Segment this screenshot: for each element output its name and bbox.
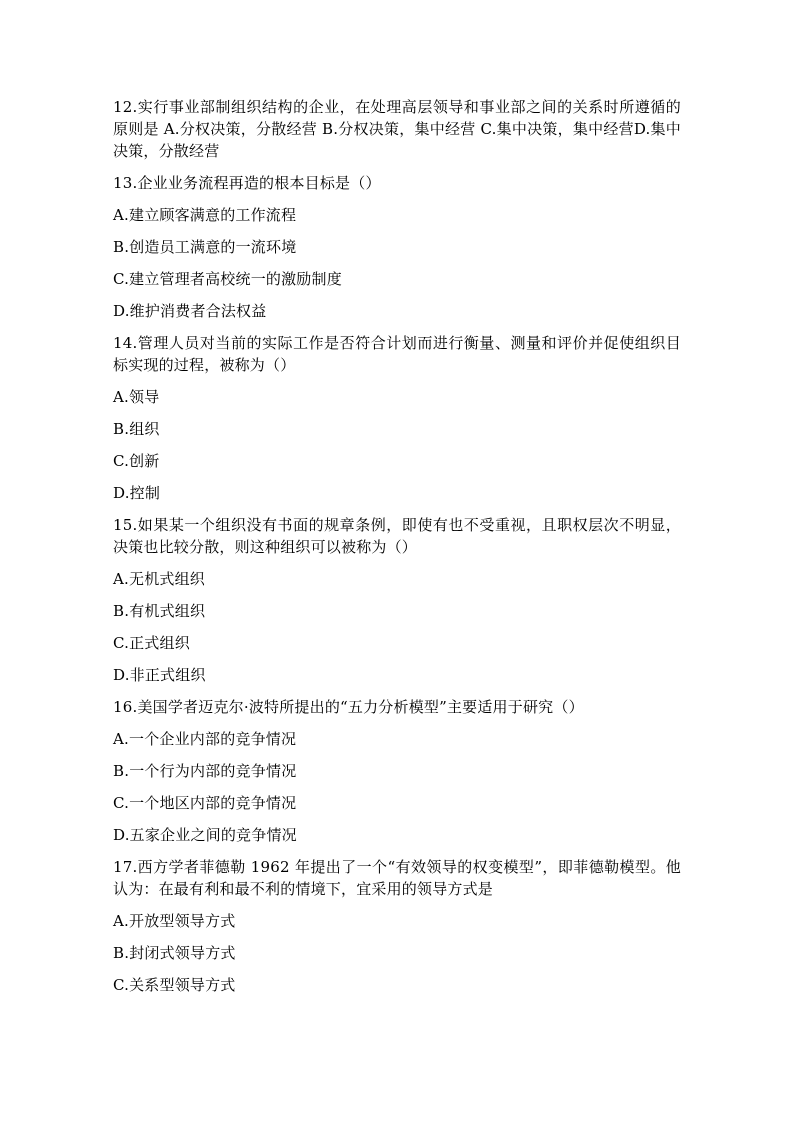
question-14-option-c: C.创新: [113, 452, 160, 470]
question-14-stem: 14.管理人员对当前的实际工作是否符合计划而进行衡量、测量和评价并促使组织目标实现的过程，被称为（）: [113, 334, 681, 374]
question-13: [113, 172, 681, 322]
question-16-option-c: C.一个地区内部的竞争情况: [113, 794, 297, 812]
question-13-stem: 13.企业业务流程再造的根本目标是（）: [113, 174, 381, 192]
question-13-option-a: A.建立顾客满意的工作流程: [113, 206, 297, 224]
question-16-option-a: A.一个企业内部的竞争情况: [113, 730, 297, 748]
question-16-option-b: B.一个行为内部的竞争情况: [113, 762, 297, 780]
question-15-option-d: D.非正式组织: [113, 666, 206, 684]
question-15-option-b: B.有机式组织: [113, 602, 206, 620]
question-15-option-c: C.正式组织: [113, 634, 190, 652]
question-13-option-b: B.创造员工满意的一流环境: [113, 238, 297, 256]
question-17: [113, 856, 681, 996]
question-16-stem: 16.美国学者迈克尔·波特所提出的“五力分析模型”主要适用于研究（）: [113, 698, 584, 716]
question-15-stem: 15.如果某一个组织没有书面的规章条例，即使有也不受重视，且职权层次不明显，决策也比较分散，则这种组织可以被称为（）: [113, 516, 681, 556]
question-12: [113, 96, 681, 162]
question-17-option-c: C.关系型领导方式: [113, 976, 236, 994]
question-12-stem: 12.实行事业部制组织结构的企业，在处理高层领导和事业部之间的关系时所遵循的原则是 A.分权决策，分散经营 B.分权决策，集中经营 C.集中决策，集中经营D.集中决策，分散经营: [113, 98, 681, 160]
question-16: [113, 696, 681, 846]
question-14-option-a: A.领导: [113, 388, 160, 406]
question-16-option-d: D.五家企业之间的竞争情况: [113, 826, 297, 844]
question-15: [113, 514, 681, 686]
question-14-option-b: B.组织: [113, 420, 160, 438]
question-14: [113, 332, 681, 504]
question-13-option-d: D.维护消费者合法权益: [113, 302, 267, 320]
question-15-option-a: A.无机式组织: [113, 570, 206, 588]
question-17-option-b: B.封闭式领导方式: [113, 944, 236, 962]
question-17-option-a: A.开放型领导方式: [113, 912, 236, 930]
question-14-option-d: D.控制: [113, 484, 161, 502]
question-17-stem: 17.西方学者菲德勒 1962 年提出了一个“有效领导的权变模型”，即菲德勒模型。他认为：在最有利和最不利的情境下，宜采用的领导方式是: [113, 858, 681, 898]
question-13-option-c: C.建立管理者高校统一的激励制度: [113, 270, 342, 288]
